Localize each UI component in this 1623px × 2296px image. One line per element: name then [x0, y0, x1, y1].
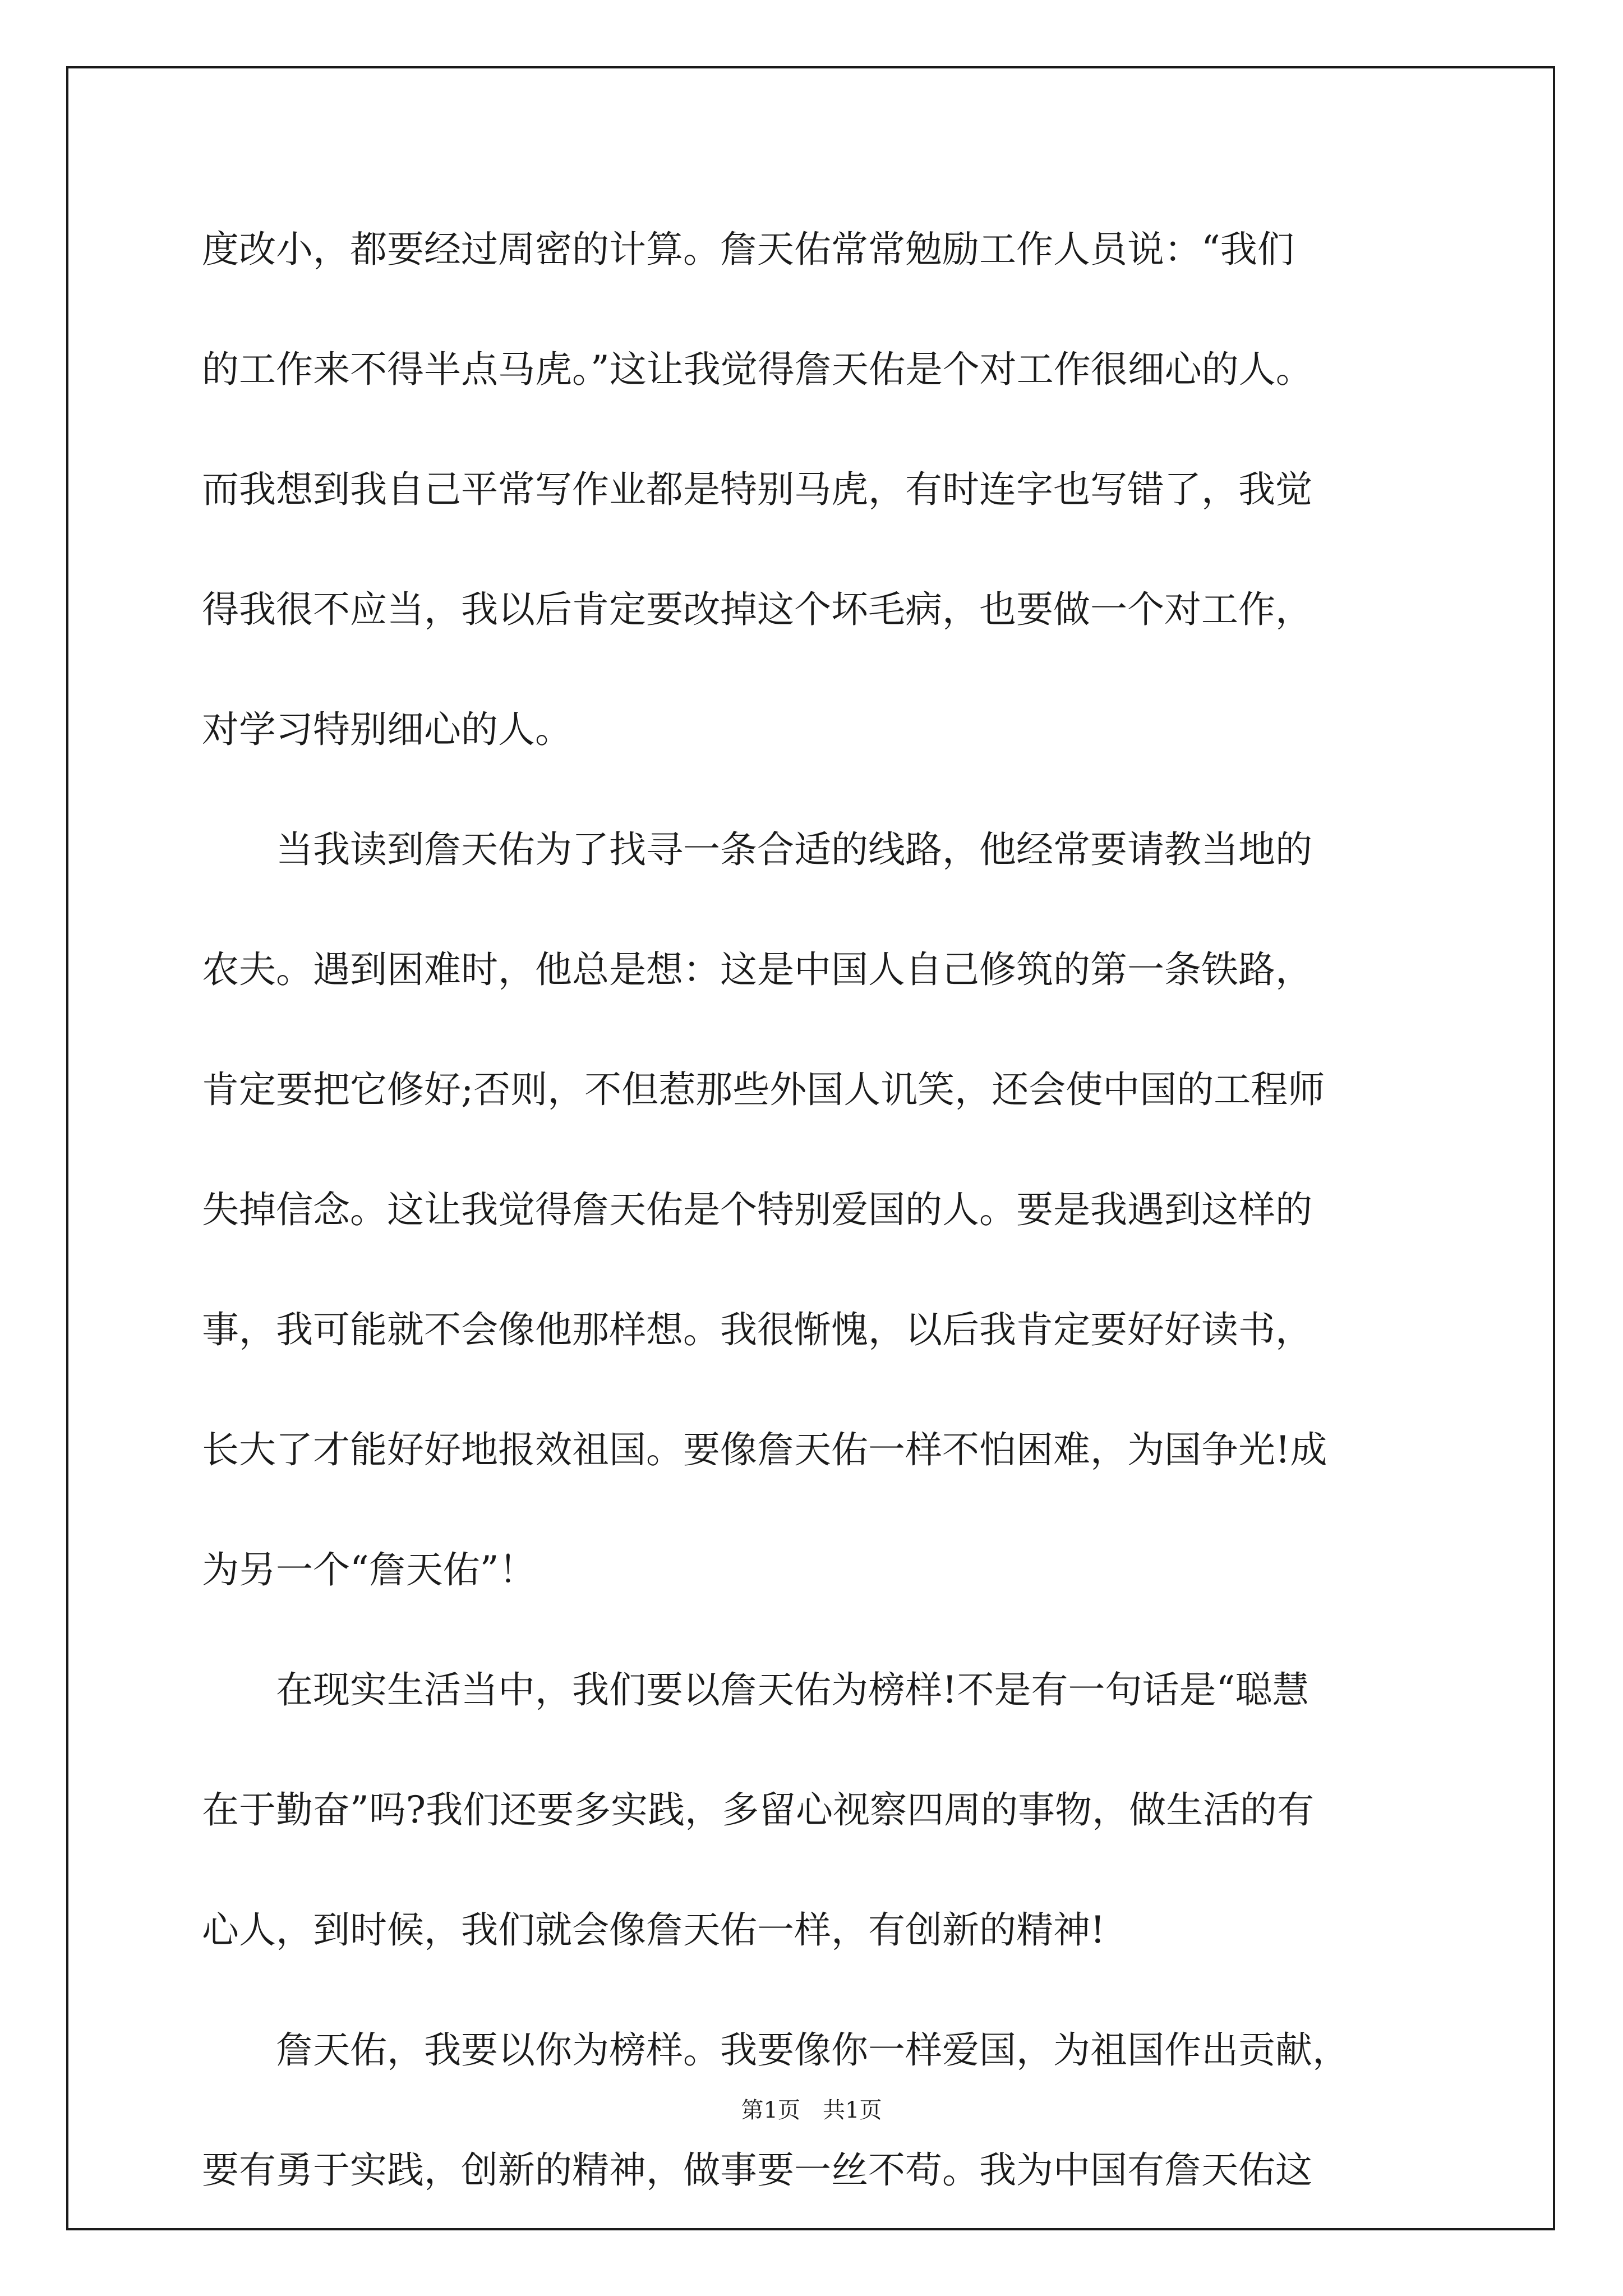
text-line: 肯定要把它修好;否则，不但惹那些外国人讥笑，还会使中国的工程师: [202, 1068, 1325, 1111]
text-line: 在于勤奋”吗?我们还要多实践，多留心视察四周的事物，做生活的有: [202, 1788, 1315, 1832]
text-line: 心人，到时候，我们就会像詹天佑一样，有创新的精神!: [202, 1908, 1105, 1952]
text-line: 为另一个“詹天佑”！: [202, 1548, 536, 1591]
text-line: 度改小，都要经过周密的计算。詹天佑常常勉励工作人员说：“我们: [202, 228, 1294, 271]
text-line: 要有勇于实践，创新的精神，做事要一丝不苟。我为中国有詹天佑这: [202, 2148, 1312, 2192]
text-line: 的工作来不得半点马虎。”这让我觉得詹天佑是个对工作很细心的人。: [202, 348, 1313, 391]
text-line: 农夫。遇到困难时，他总是想：这是中国人自己修筑的第一条铁路，: [202, 948, 1312, 991]
text-line: 长大了才能好好地报效祖国。要像詹天佑一样不怕困难，为国争光!成: [202, 1428, 1327, 1471]
page-footer: 第1页 共1页: [741, 2097, 882, 2123]
text-line: 事，我可能就不会像他那样想。我很惭愧，以后我肯定要好好读书，: [202, 1308, 1312, 1351]
text-line: 得我很不应当，我以后肯定要改掉这个坏毛病，也要做一个对工作，: [202, 588, 1312, 631]
text-line: 詹天佑，我要以你为榜样。我要像你一样爱国，为祖国作出贡献，: [202, 2028, 1349, 2072]
text-line: 而我想到我自己平常写作业都是特别马虎，有时连字也写错了，我觉: [202, 468, 1312, 511]
text-line: 对学习特别细心的人。: [202, 708, 572, 751]
text-line: 在现实生活当中，我们要以詹天佑为榜样!不是有一句话是“聪慧: [202, 1668, 1310, 1711]
text-line: 失掉信念。这让我觉得詹天佑是个特别爱国的人。要是我遇到这样的: [202, 1188, 1312, 1231]
text-line: 当我读到詹天佑为了找寻一条合适的线路，他经常要请教当地的: [202, 828, 1312, 871]
